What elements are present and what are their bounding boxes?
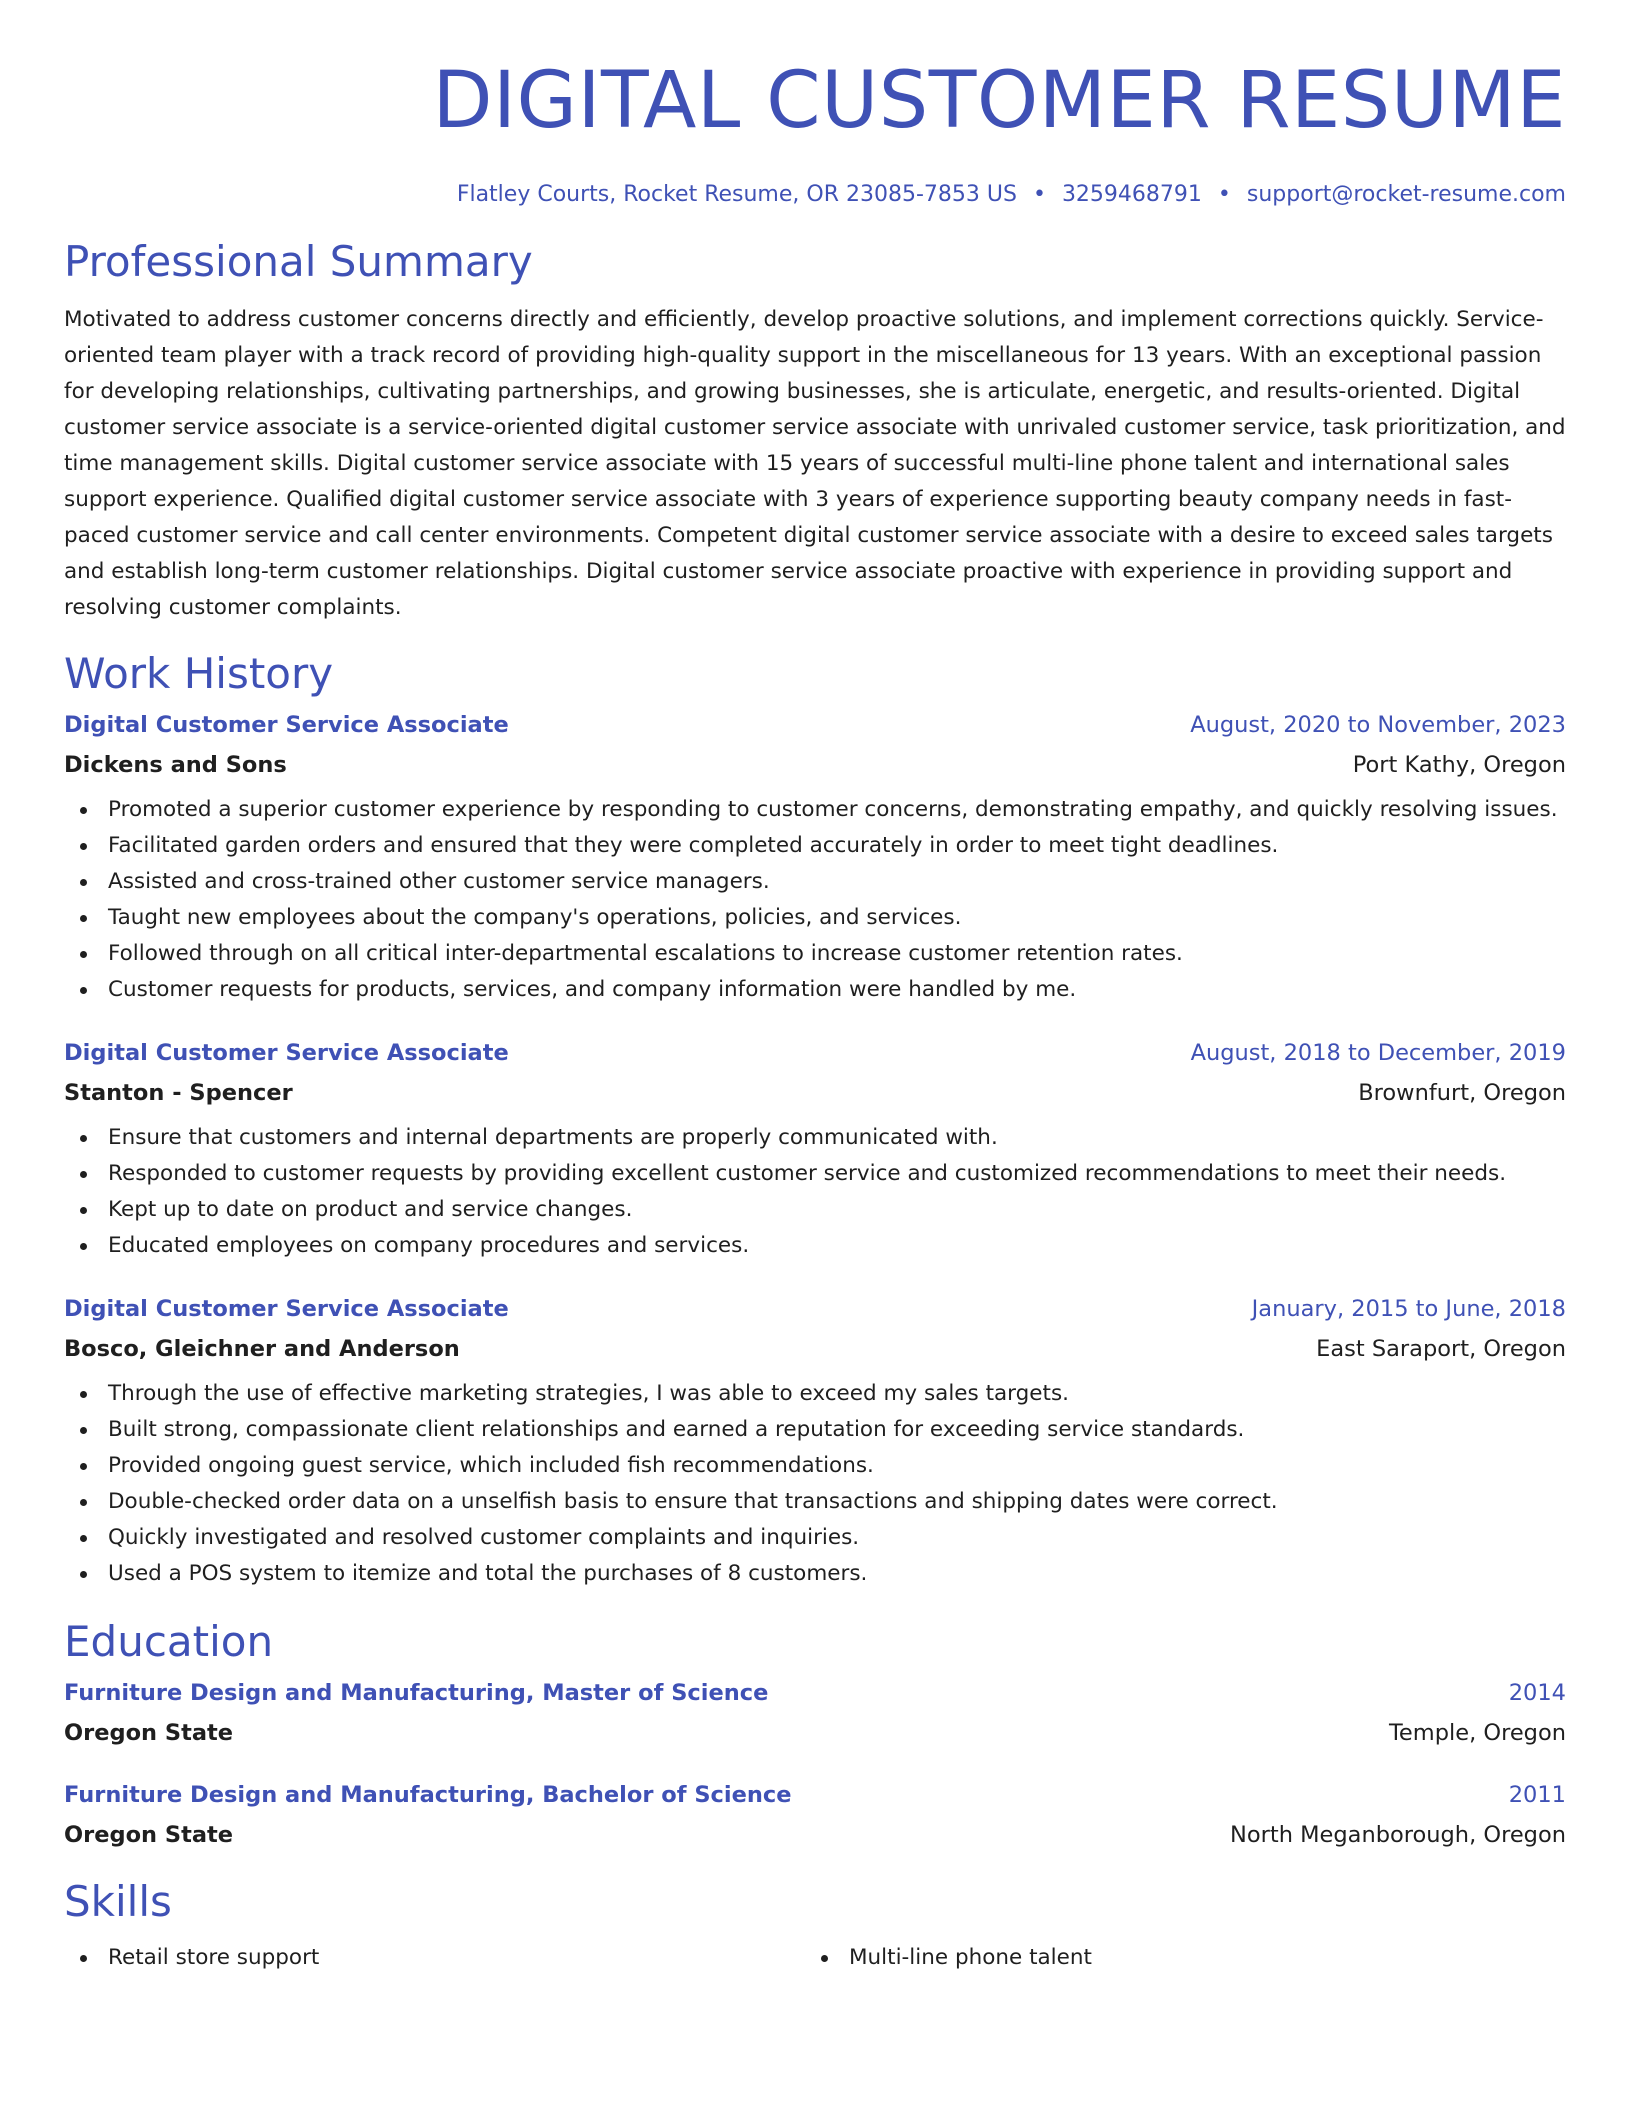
job-company: Dickens and Sons [64,752,287,778]
skills-heading: Skills [64,1877,172,1926]
job-bullets [64,792,1566,1008]
skills-section [64,1876,1566,1976]
job-bullet: Responded to customer requests by providing excellent customer service and customized recommendations to meet their needs. [64,1156,1566,1192]
job-bullet: Educated employees on company procedures and services. [64,1228,1566,1264]
summary-text: Motivated to address customer concerns directly and efficiently, develop proactive solutions, and implement corrections quickly. Service-oriented team player with a track record of providing high-quality support in the miscellaneous for 13 years. With an exceptional passion for developing relationships, cultivating partnerships, and growing businesses, she is articulate, energetic, and results-oriented. Digital customer service associate is a service-oriented digital customer service associate with unrivaled customer service, task prioritization, and time management skills. Digital customer service associate with 15 years of successful multi-line phone talent and international sales support experience. Qualified digital customer service associate with 3 years of experience supporting beauty company needs in fast-paced customer service and call center environments. Competent digital customer service associate with a desire to exceed sales targets and establish long-term customer relationships. Digital customer service associate proactive with experience in providing support and resolving customer complaints. [64,307,1566,620]
contact-separator: • [1217,182,1231,207]
skill-item: Multi-line phone talent [805,1940,1546,1976]
work-history-heading: Work History [64,649,334,698]
job-dates: August, 2018 to December, 2019 [1190,1040,1566,1066]
education-year: 2014 [1508,1680,1566,1706]
job-title: Digital Customer Service Associate [64,712,509,738]
education-degree: Furniture Design and Manufacturing, Bachelor of Science [64,1782,792,1808]
job-bullet: Provided ongoing guest service, which included fish recommendations. [64,1448,1566,1484]
job-bullets [64,1376,1566,1592]
education-school: Oregon State [64,1720,234,1746]
resume-title: DIGITAL CUSTOMER RESUME [432,56,1566,146]
contact-email[interactable]: support@rocket-resume.com [1246,182,1566,207]
skill-item: Retail store support [64,1940,805,1976]
job-bullet: Quickly investigated and resolved customer complaints and inquiries. [64,1520,1566,1556]
job-bullet: Customer requests for products, services, and company information were handled by me. [64,972,1566,1008]
skills-list [64,1940,1566,1976]
contact-phone: 3259468791 [1061,182,1202,207]
job-company: Stanton - Spencer [64,1080,293,1106]
job-entry [64,710,1566,1008]
job-bullet: Assisted and cross-trained other customer service managers. [64,864,1566,900]
job-dates: January, 2015 to June, 2018 [1251,1296,1566,1322]
job-title: Digital Customer Service Associate [64,1296,509,1322]
job-bullet: Followed through on all critical inter-departmental escalations to increase customer retention rates. [64,936,1566,972]
job-bullet: Promoted a superior customer experience by responding to customer concerns, demonstrating empathy, and quickly resolving issues. [64,792,1566,828]
education-section [64,1616,1566,1850]
job-entry [64,1294,1566,1592]
job-title: Digital Customer Service Associate [64,1040,509,1066]
job-bullets [64,1120,1566,1264]
job-location: Brownfurt, Oregon [1358,1080,1566,1106]
job-dates: August, 2020 to November, 2023 [1190,712,1566,738]
job-bullet: Taught new employees about the company's operations, policies, and services. [64,900,1566,936]
summary-section [64,236,1566,626]
job-bullet: Built strong, compassionate client relationships and earned a reputation for exceeding service standards. [64,1412,1566,1448]
education-location: Temple, Oregon [1389,1720,1566,1746]
job-bullet: Ensure that customers and internal departments are properly communicated with. [64,1120,1566,1156]
job-entry [64,1038,1566,1264]
job-bullet: Facilitated garden orders and ensured that they were completed accurately in order to meet tight deadlines. [64,828,1566,864]
contact-address: Flatley Courts, Rocket Resume, OR 23085-7853 US [456,182,1017,207]
job-bullet: Double-checked order data on a unselfish basis to ensure that transactions and shipping dates were correct. [64,1484,1566,1520]
education-location: North Meganborough, Oregon [1230,1822,1566,1848]
job-bullet: Kept up to date on product and service changes. [64,1192,1566,1228]
education-school: Oregon State [64,1822,234,1848]
contact-separator: • [1032,182,1046,207]
work-history-section [64,648,1566,1592]
job-bullet: Used a POS system to itemize and total the purchases of 8 customers. [64,1556,1566,1592]
job-location: Port Kathy, Oregon [1352,752,1566,778]
resume-page [64,0,1566,1976]
summary-heading: Professional Summary [64,237,533,286]
job-company: Bosco, Gleichner and Anderson [64,1336,460,1362]
education-year: 2011 [1508,1782,1566,1808]
contact-line [64,180,1566,210]
education-entry [64,1780,1566,1850]
education-heading: Education [64,1617,274,1666]
education-degree: Furniture Design and Manufacturing, Master of Science [64,1680,769,1706]
job-bullet: Through the use of effective marketing strategies, I was able to exceed my sales targets. [64,1376,1566,1412]
job-location: East Saraport, Oregon [1316,1336,1566,1362]
education-entry [64,1678,1566,1748]
